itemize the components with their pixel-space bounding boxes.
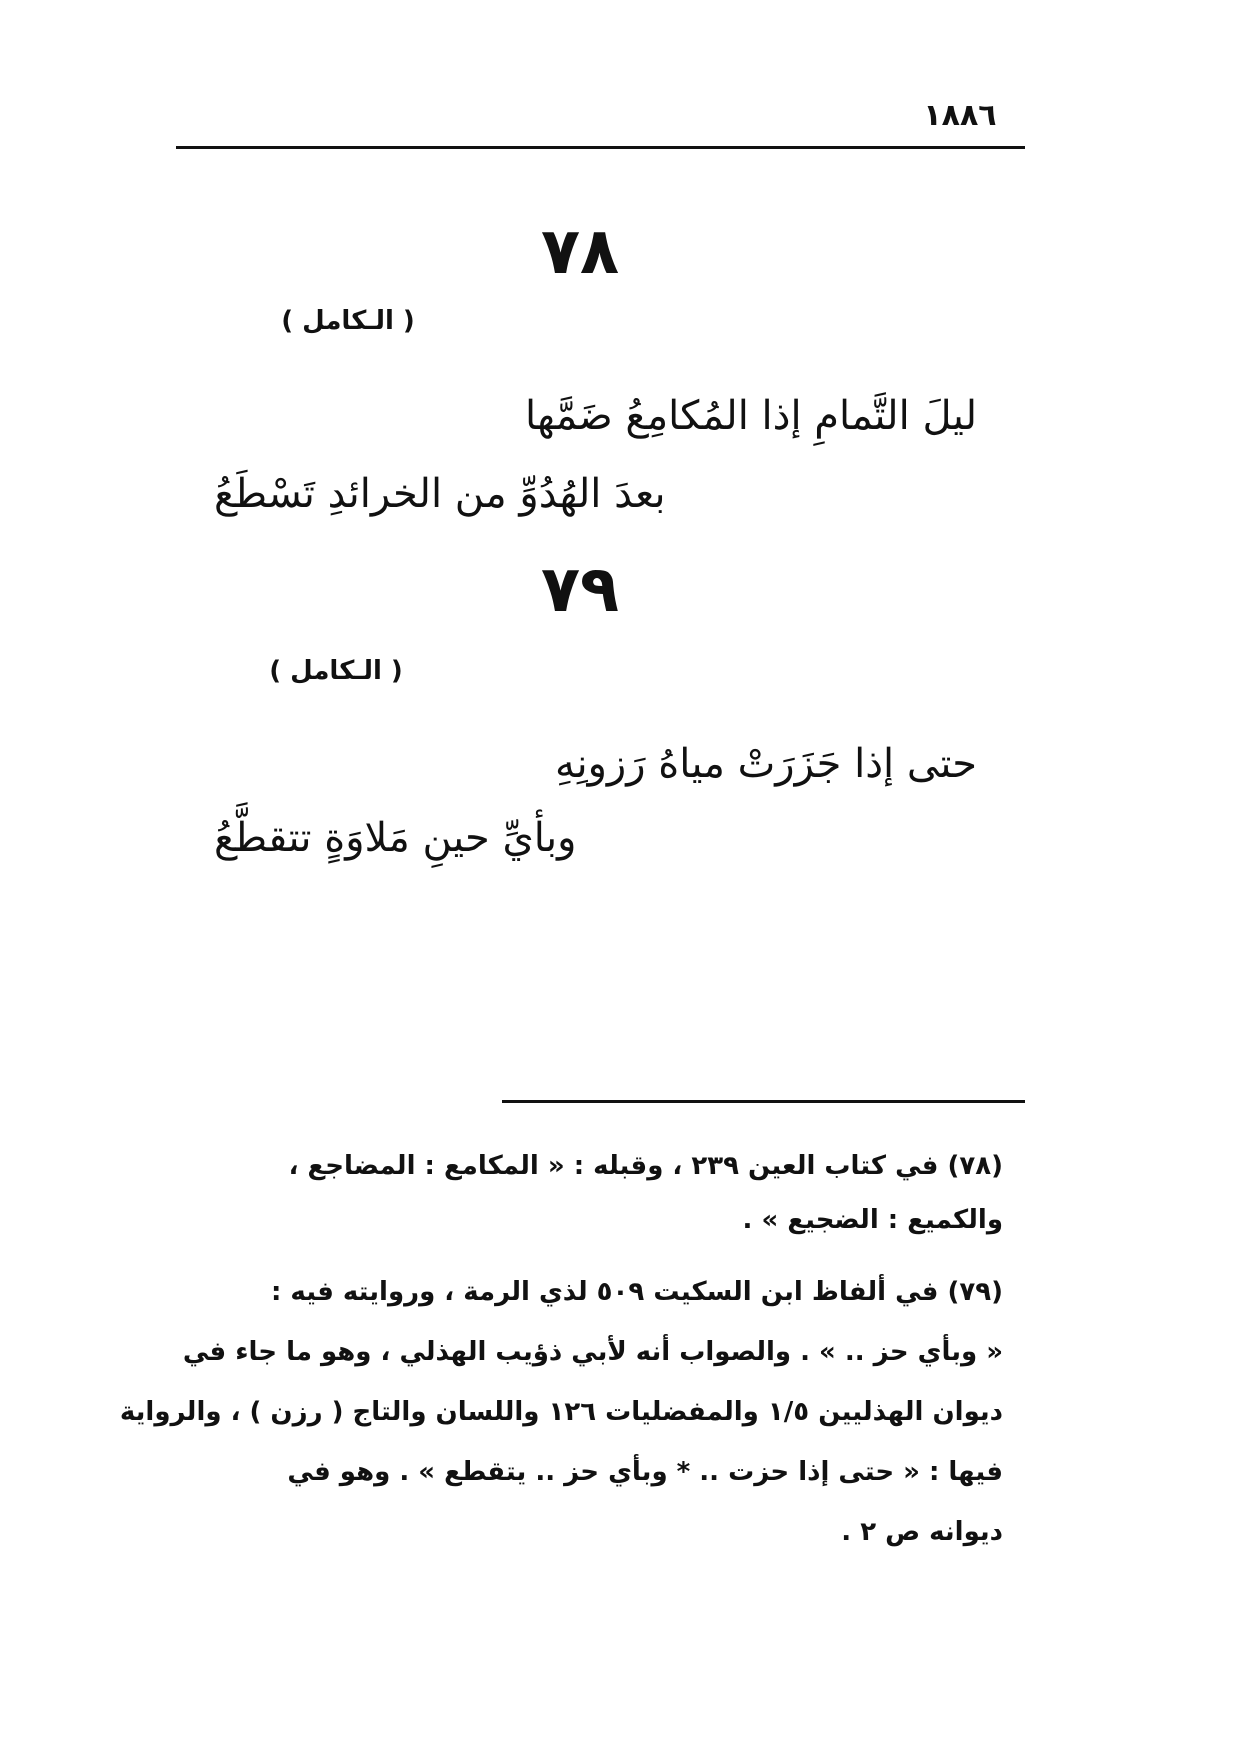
footnote-rule: [502, 1100, 1025, 1103]
footnote-line: والكميع : الضجيع » .: [742, 1205, 1003, 1235]
footnote-line: « وبأي حز .. » . والصواب أنه لأبي ذؤيب الهذلي ، وهو ما جاء في: [182, 1337, 1003, 1367]
footnote-line: ديوانه ص ٢ .: [841, 1517, 1003, 1547]
top-rule: [176, 146, 1025, 149]
footnote-line: (٧٩) في ألفاظ ابن السكيت ٥٠٩ لذي الرمة ، وروايته فيه :: [270, 1277, 1003, 1307]
poem-number-79: ٧٩: [540, 553, 620, 627]
footnote-line: ديوان الهذليين ١/٥ والمفضليات ١٢٦ واللسان والتاج ( رزن ) ، والرواية: [119, 1397, 1003, 1427]
poem-number-78: ٧٨: [540, 215, 620, 289]
poem-verse-first: حتى إذا جَزَرَتْ مياهُ رَزونِهِ: [555, 741, 977, 787]
page-number: ١٨٨٦: [923, 98, 997, 133]
poem-verse-first: ليلَ التَّمامِ إذا المُكامِعُ ضَمَّها: [524, 393, 977, 439]
footnote-line: (٧٨) في كتاب العين ٢٣٩ ، وقبله : « المكامع : المضاجع ،: [288, 1151, 1003, 1181]
footnote-line: فيها : « حتى إذا حزت .. * وبأي حز .. يتقطع » . وهو في: [287, 1457, 1003, 1487]
poem-meter: ( الـكامل ): [269, 656, 403, 686]
poem-verse-second: بعدَ الهُدُوِّ من الخرائدِ تَسْطَعُ: [214, 471, 666, 517]
poem-meter: ( الـكامل ): [281, 306, 415, 336]
poem-verse-second: وبأيِّ حينِ مَلاوَةٍ تتقطَّعُ: [214, 815, 577, 861]
